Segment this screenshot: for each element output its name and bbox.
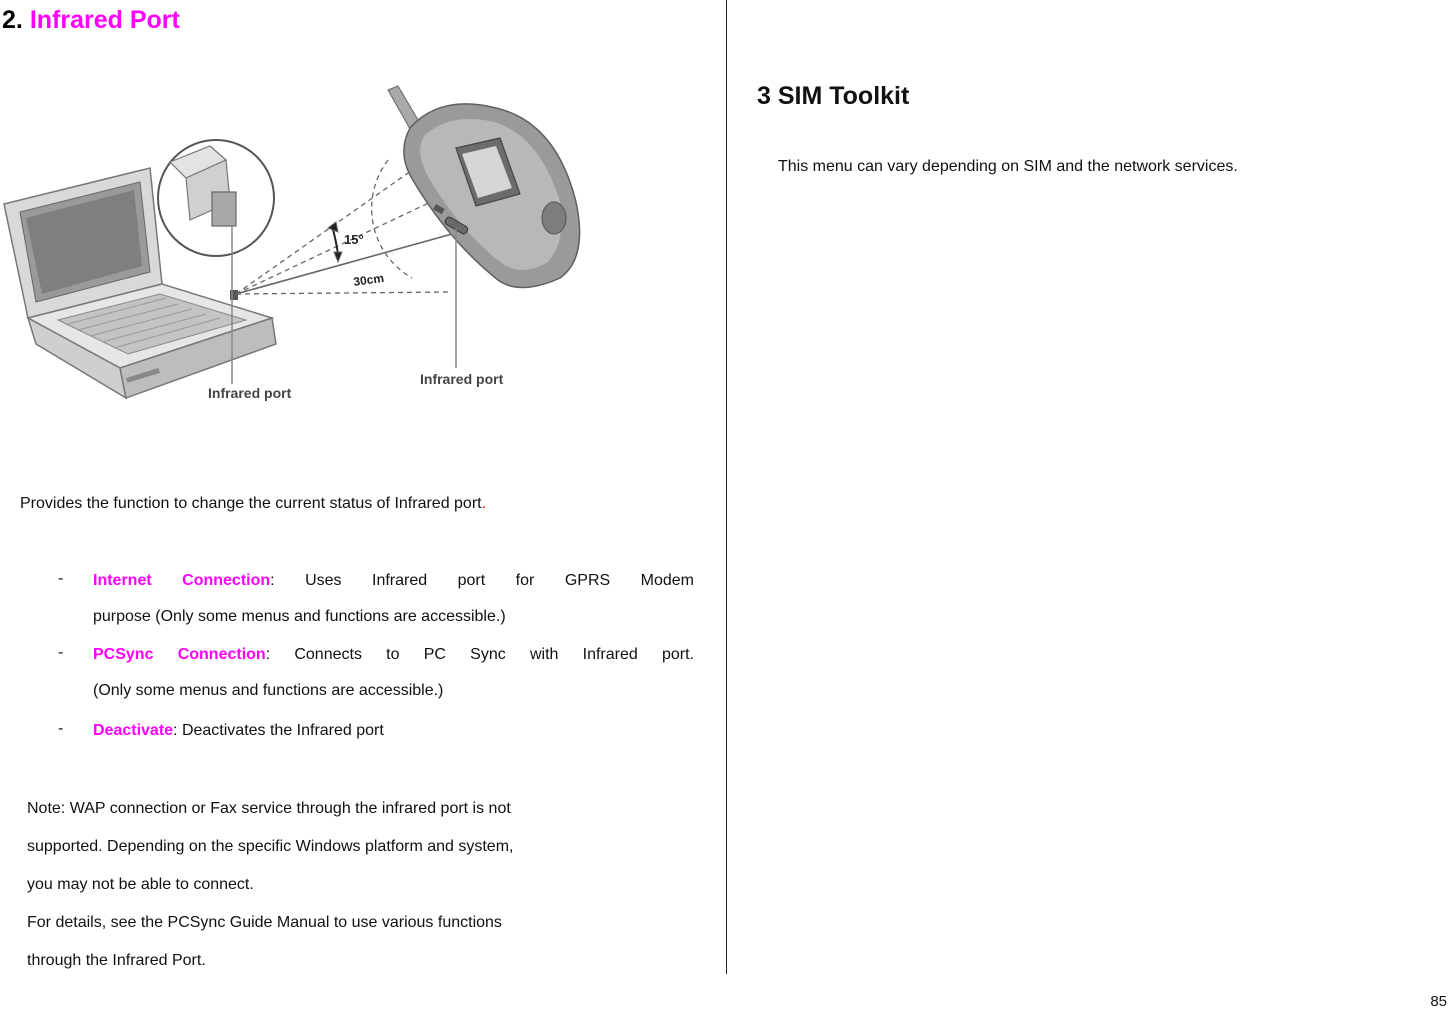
option-bullet: - (58, 644, 64, 661)
phone-port-label: Infrared port (420, 371, 504, 387)
option-description: : Uses Infrared port for GPRS Modem (270, 572, 695, 589)
note-block (27, 790, 687, 980)
section-heading-sim-toolkit: 3 SIM Toolkit (757, 82, 910, 110)
right-column (727, 0, 1451, 975)
option-line (93, 637, 694, 673)
note-line: Note: WAP connection or Fax service through the infrared port is not (27, 800, 511, 817)
section-number: 2. (2, 6, 23, 34)
option-bullet: - (58, 570, 64, 587)
option-description: : Connects to PC Sync with Infrared port. (265, 646, 695, 663)
section-heading-infrared-port (2, 6, 180, 35)
infrared-connection-illustration (0, 82, 600, 410)
note-line: supported. Depending on the specific Windows platform and system, (27, 838, 514, 855)
intro-text (20, 495, 486, 513)
sim-toolkit-description: This menu can vary depending on SIM and the network services. (778, 158, 1238, 175)
option-description: : Deactivates the Infrared port (173, 722, 384, 739)
option-continuation: purpose (Only some menus and functions are accessible.) (93, 608, 506, 625)
angle-label: 15° (344, 232, 364, 247)
option-term: PCSync Connection (93, 646, 266, 663)
page-number: 85 (1430, 993, 1447, 1010)
option-bullet: - (58, 720, 64, 737)
distance-label: 30cm (352, 270, 385, 289)
note-line: For details, see the PCSync Guide Manual to use various functions (27, 914, 502, 931)
option-term: Deactivate (93, 722, 174, 739)
note-line: through the Infrared Port. (27, 952, 206, 969)
section-title: Infrared Port (29, 6, 180, 34)
laptop-port-label: Infrared port (208, 385, 292, 401)
option-line (93, 563, 694, 599)
mobile-phone-icon (388, 86, 580, 288)
left-column (0, 0, 725, 975)
laptop-port-detail-icon (158, 140, 274, 256)
option-continuation: (Only some menus and functions are accessible.) (93, 682, 444, 699)
intro-sentence: Provides the function to change the current status of Infrared port (20, 495, 482, 512)
option-line (93, 713, 694, 749)
callout-lines (232, 226, 456, 384)
note-line: you may not be able to connect. (27, 876, 254, 893)
intro-period: . (481, 495, 487, 512)
option-term: Internet Connection (93, 572, 271, 589)
